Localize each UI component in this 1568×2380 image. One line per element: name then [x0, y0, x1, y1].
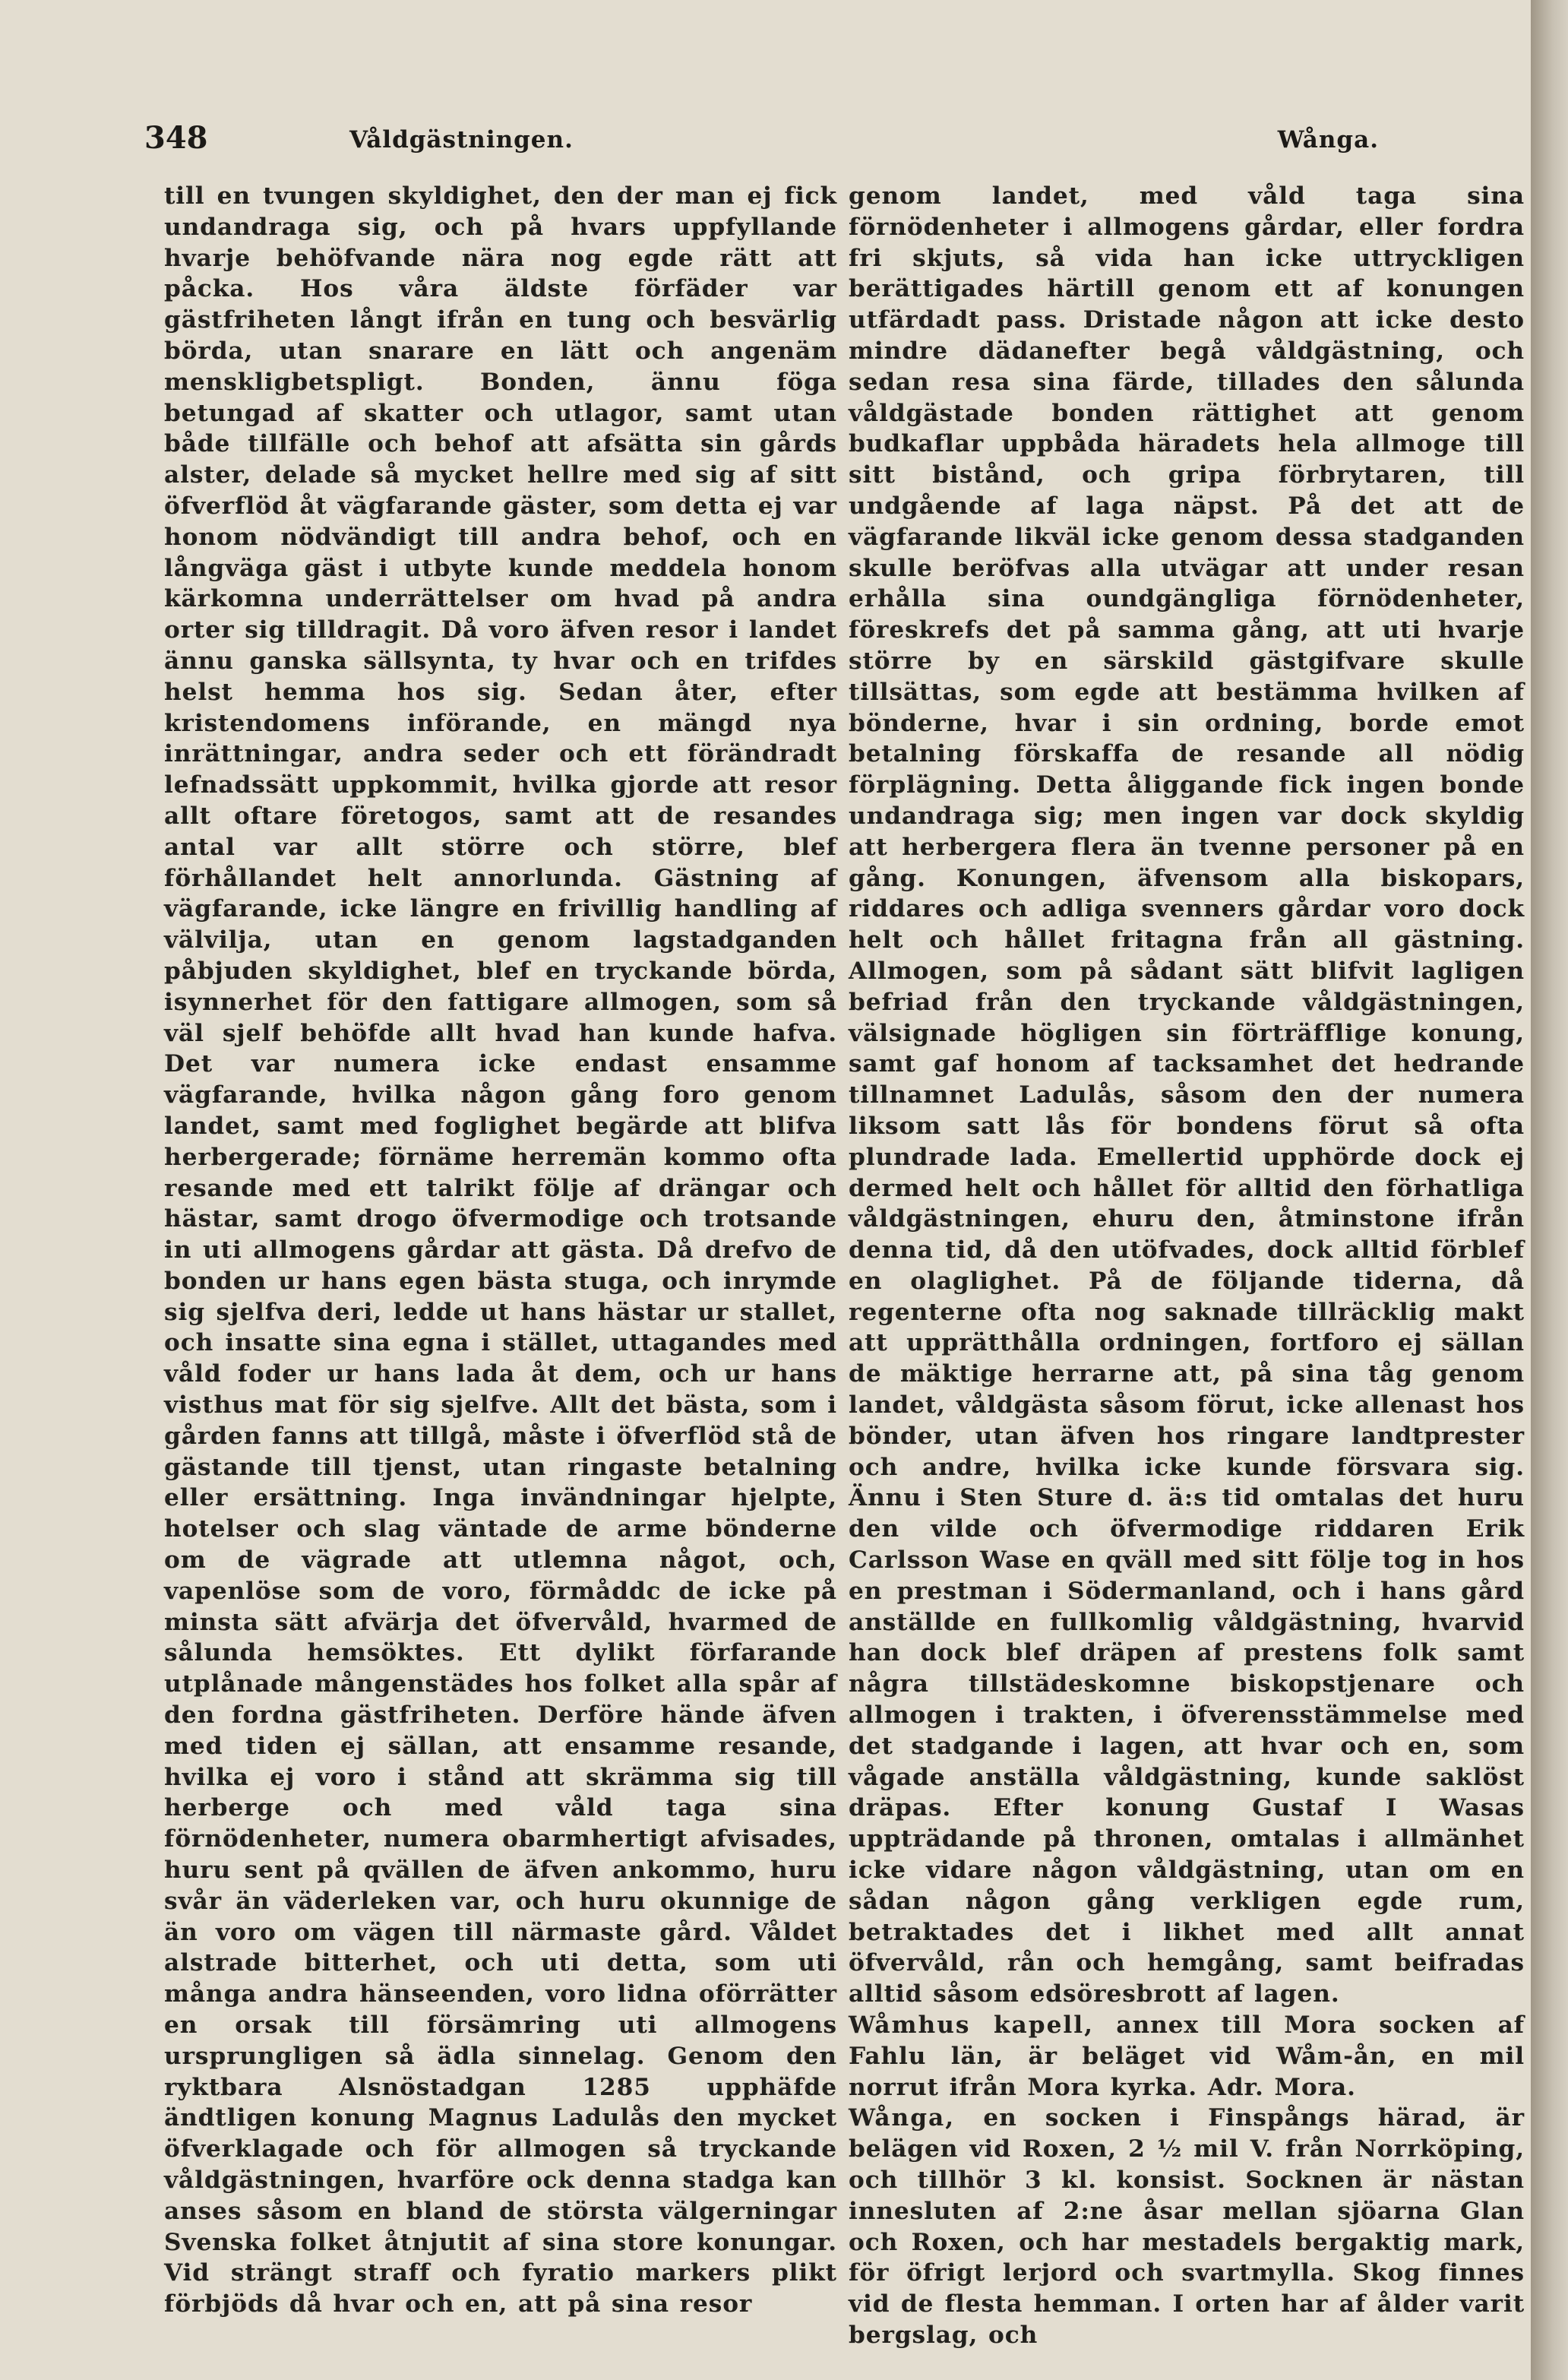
left-text-column [164, 181, 837, 2320]
right-text-column [849, 181, 1525, 2351]
right-running-head: Wånga. [1277, 126, 1379, 153]
dictionary-entry-wanga [849, 2103, 1525, 2350]
page-header [144, 120, 1379, 166]
dictionary-entry-wamhus [849, 2010, 1525, 2103]
entry-headword: Wåmhus kapell, [849, 2011, 1094, 2040]
left-running-head: Våldgästningen. [349, 126, 574, 153]
entry-text: en socken i Finspångs härad, är belägen vid Roxen, 2 ½ mil V. från Norrköping, och tillhör 3 kl. konsist. Socknen är nästan innesluten af 2:ne åsar mellan sjöarna Glan och Roxen, och har mestadels bergaktig mark, för öfrigt lerjord och svartmylla. Skog finnes vid de flesta hemman. I orten har af ålder varit bergslag, och [849, 2104, 1525, 2349]
page-number: 348 [144, 120, 208, 156]
page-edge-shadow [1531, 0, 1568, 2380]
right-column-continuation: genom landet, med våld taga sina förnödenheter i allmogens gårdar, eller fordra fri skjuts, så vida han icke uttryckligen berättigades härtill genom ett af konungen utfärdadt pass. Dristade någon att icke desto mindre dädanefter begå våldgästning, och sedan resa sina färde, tillades den sålunda våldgästade bonden rättighet att genom budkaflar uppbåda häradets hela allmoge till sitt bistånd, och gripa förbrytaren, till undgående af laga näpst. På det att de vägfarande likväl icke genom dessa stadganden skulle beröfvas alla utvägar att under resan erhålla sina oundgängliga förnödenheter, föreskrefs det på samma gång, att uti hvarje större by en särskild gästgifvare skulle tillsättas, som egde att bestämma hvilken af bönderne, hvar i sin ordning, borde emot betalning förskaffa de resande all nödig förplägning. Detta åliggande fick ingen bonde undandraga sig; men ingen var dock skyldig att herbergera flera än tvenne personer på en gång. Konungen, äfvensom alla biskopars, riddares och adliga svenners gårdar voro dock helt och hållet fritagna från all gästning. Allmogen, som på sådant sätt blifvit lagligen befriad från den tryckande våldgästningen, välsignade högligen sin förträfflige konung, samt gaf honom af tacksamhet det hedrande tillnamnet Ladulås, såsom den der numera liksom satt lås för bondens förut så ofta plundrade lada. Emellertid upphörde dock ej dermed helt och hållet för alltid den förhatliga våldgästningen, ehuru den, åtminstone ifrån denna tid, då den utöfvades, dock alltid förblef en olaglighet. På de följande tiderna, då regenterne ofta nog saknade tillräcklig makt att upprätthålla ordningen, fortforo ej sällan de mäktige herrarne att, på sina tåg genom landet, våldgästa såsom förut, icke allenast hos bönder, utan äfven hos ringare landtprester och andre, hvilka icke kunde försvara sig. Ännu i Sten Sture d. ä:s tid omtalas det huru den vilde och öfvermodige riddaren Erik Carlsson Wase en qväll med sitt följe tog in hos en prestman i Södermanland, och i hans gård anställde en fullkomlig våldgästning, hvarvid han dock blef dräpen af prestens folk samt några tillstädeskomne biskopstjenare och allmogen i trakten, i öfverensstämmelse med det stadgande i lagen, att hvar och en, som vågade anställa våldgästning, kunde saklöst dräpas. Efter konung Gustaf I Wasas uppträdande på thronen, omtalas i allmänhet icke vidare någon våldgästning, utan om en sådan någon gång verkligen egde rum, betraktades det i likhet med allt annat öfvervåld, rån och hemgång, samt beifradas alltid såsom edsöresbrott af lagen. [849, 182, 1525, 2008]
entry-headword: Wånga, [849, 2104, 956, 2132]
left-column-paragraph: till en tvungen skyldighet, den der man ej fick undandraga sig, och på hvars uppfyllande hvarje behöfvande nära nog egde rätt att påcka. Hos våra äldste förfäder var gästfriheten långt ifrån en tung och besvärlig börda, utan snarare en lätt och angenäm menskligbetspligt. Bonden, ännu föga betungad af skatter och utlagor, samt utan både tillfälle och behof att afsätta sin gårds alster, delade så mycket hellre med sig af sitt öfverflöd åt vägfarande gäster, som detta ej var honom nödvändigt till andra behof, och en långväga gäst i utbyte kunde meddela honom kärkomna underrättelser om hvad på andra orter sig tilldragit. Då voro äfven resor i landet ännu ganska sällsynta, ty hvar och en trifdes helst hemma hos sig. Sedan åter, efter kristendomens införande, en mängd nya inrättningar, andra seder och ett förändradt lefnadssätt uppkommit, hvilka gjorde att resor allt oftare företogos, samt att de resandes antal var allt större och större, blef förhållandet helt annorlunda. Gästning af vägfarande, icke längre en frivillig handling af välvilja, utan en genom lagstadganden påbjuden skyldighet, blef en tryckande börda, isynnerhet för den fattigare allmogen, som så väl sjelf behöfde allt hvad han kunde hafva. Det var numera icke endast ensamme vägfarande, hvilka någon gång foro genom landet, samt med foglighet begärde att blifva herbergerade; förnäme herremän kommo ofta resande med ett talrikt följe af drängar och hästar, samt drogo öfvermodige och trotsande in uti allmogens gårdar att gästa. Då drefvo de bonden ur hans egen bästa stuga, och inrymde sig sjelfva deri, ledde ut hans hästar ur stallet, och insatte sina egna i stället, uttagandes med våld foder ur hans lada åt dem, och ur hans visthus mat för sig sjelfve. Allt det bästa, som i gården fanns att tillgå, måste i öfverflöd stå de gästande till tjenst, utan ringaste betalning eller ersättning. Inga invändningar hjelpte, hotelser och slag väntade de arme bönderne om de vägrade att utlemna något, och, vapenlöse som de voro, förmåddc de icke på minsta sätt afvärja det öfvervåld, hvarmed de sålunda hemsöktes. Ett dylikt förfarande utplånade mångenstädes hos folket alla spår af den fordna gästfriheten. Derföre hände äfven med tiden ej sällan, att ensamme resande, hvilka ej voro i stånd att skrämma sig till herberge och med våld taga sina förnödenheter, numera obarmhertigt afvisades, huru sent på qvällen de äfven ankommo, huru svår än väderleken var, och huru okunnige de än voro om vägen till närmaste gård. Våldet alstrade bitterhet, och uti detta, som uti många andra hänseenden, voro lidna oförrätter en orsak till försämring uti allmogens ursprungligen så ädla sinnelag. Genom den ryktbara Alsnöstadgan 1285 upphäfde ändtligen konung Magnus Ladulås den mycket öfverklagade och för allmogen så tryckande våldgästningen, hvarföre ock denna stadga kan anses såsom en bland de största välgerningar Svenska folket åtnjutit af sina store konungar. Vid strängt straff och fyratio markers plikt förbjöds då hvar och en, att på sina resor [164, 182, 837, 2318]
entry-text: annex till Mora socken af Fahlu län, är beläget vid Wåm-ån, en mil norrut ifrån Mora kyrka. Adr. Mora. [849, 2011, 1525, 2101]
